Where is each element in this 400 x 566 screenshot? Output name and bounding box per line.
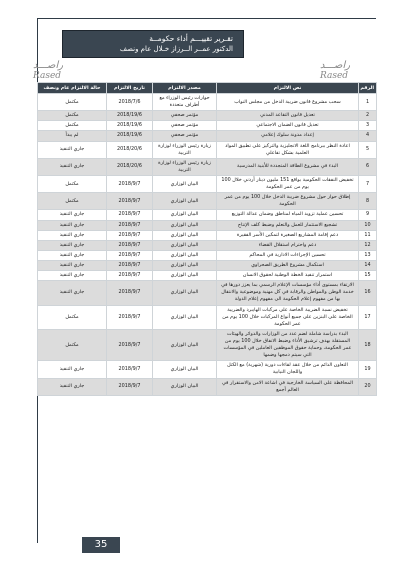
- cell-date: 2018/9/7: [107, 329, 153, 360]
- table-header-row: [38, 83, 377, 94]
- cell-source: حوارات رئيس الوزراء مع أطراف متعددة: [153, 94, 217, 111]
- cell-number: 3: [359, 121, 377, 131]
- table-row: [38, 271, 377, 281]
- table-row: [38, 281, 377, 305]
- cell-commitment-text: المحافظة على السياسة الخارجية في اشاعة الامن والاستقرار في العالم أجمع: [217, 378, 359, 395]
- cell-commitment-text: استمرار تنفيذ الخطة الوطنية لحقوق الانسان: [217, 271, 359, 281]
- table-row: [38, 329, 377, 360]
- cell-source: مؤتمر صحفي: [153, 111, 217, 121]
- cell-date: 2018/9/7: [107, 230, 153, 240]
- table-row: [38, 193, 377, 210]
- cell-source: البيان الوزاري: [153, 210, 217, 220]
- cell-status: جاري التنفيذ: [38, 141, 107, 158]
- cell-commitment-text: استكمال مشروع الطريق الصحراوي: [217, 260, 359, 270]
- cell-date: 2018/19/6: [107, 111, 153, 121]
- cell-date: 2018/19/6: [107, 131, 153, 141]
- cell-number: 5: [359, 141, 377, 158]
- cell-source: البيان الوزاري: [153, 329, 217, 360]
- cell-commitment-text: تخفيض النفقات الحكومية بواقع 151 مليون دينار أردني خلال 100 يوم من عمر الحكومة: [217, 175, 359, 192]
- cell-date: 2018/9/7: [107, 281, 153, 305]
- rased-logo-right: [320, 60, 350, 81]
- cell-status: جاري التنفيذ: [38, 271, 107, 281]
- cell-commitment-text: تعديل قانون التقاعد المدني: [217, 111, 359, 121]
- cell-status: مكتمل: [38, 329, 107, 360]
- cell-status: مكتمل: [38, 111, 107, 121]
- cell-commitment-text: التعاون الدائم من خلال عقد لقاءات دورية (شهرية) مع الكتل واللجان النيابية: [217, 361, 359, 378]
- cell-source: البيان الوزاري: [153, 305, 217, 329]
- table-row: [38, 260, 377, 270]
- logo-english: Rased: [320, 71, 349, 81]
- cell-commitment-text: تشجيع الاستثمار للعمل والتعلم وضبط كلف الإنتاج: [217, 220, 359, 230]
- col-header-date: تاريخ الالتزام: [107, 83, 153, 94]
- logo-arabic: راصـــد: [320, 60, 351, 71]
- cell-status: مكتمل: [38, 121, 107, 131]
- report-subtitle: الدكتور عمــر الــرزاز خـلال عام ونصف: [119, 45, 233, 53]
- report-title: تقـرير تقييـــم أداء حكومــة: [149, 34, 233, 43]
- cell-status: جاري التنفيذ: [38, 210, 107, 220]
- cell-source: البيان الوزاري: [153, 175, 217, 192]
- cell-status: مكتمل: [38, 175, 107, 192]
- cell-status: مكتمل: [38, 305, 107, 329]
- cell-commitment-text: اعادة النظر ببرنامج اللغة الانجليزية والتركيز على تطبيق المواد العلمية بشكل تفاعلي: [217, 141, 359, 158]
- cell-commitment-text: إطلاق حوار حول مشروع ضريبة الدخل خلال 100 يوم من عمر الحكومة: [217, 193, 359, 210]
- cell-date: 2018/9/7: [107, 175, 153, 192]
- cell-source: البيان الوزاري: [153, 260, 217, 270]
- col-header-number: الرقم: [359, 83, 377, 94]
- cell-number: 16: [359, 281, 377, 305]
- col-header-status: حالة الالتزام عام ونصف: [38, 83, 107, 94]
- cell-date: 2018/9/7: [107, 250, 153, 260]
- cell-date: 2018/7/6: [107, 94, 153, 111]
- cell-status: جاري التنفيذ: [38, 230, 107, 240]
- cell-number: 10: [359, 220, 377, 230]
- cell-number: 9: [359, 210, 377, 220]
- cell-date: 2018/9/7: [107, 193, 153, 210]
- cell-source: البيان الوزاري: [153, 250, 217, 260]
- cell-commitment-text: تعديل قانون الضمان الاجتماعي: [217, 121, 359, 131]
- cell-commitment-text: دعم واحترام استقلال القضاء: [217, 240, 359, 250]
- cell-commitment-text: تحسين عملية تزويد المياه لمناطق وضمان عدالة التوزيع: [217, 210, 359, 220]
- table-row: [38, 220, 377, 230]
- cell-source: البيان الوزاري: [153, 240, 217, 250]
- cell-commitment-text: دعم إقامة المشاريع الصغيرة لتمكين الأسر الفقيرة: [217, 230, 359, 240]
- cell-number: 8: [359, 193, 377, 210]
- table-row: [38, 210, 377, 220]
- report-title-banner: [62, 30, 244, 58]
- cell-source: البيان الوزاري: [153, 220, 217, 230]
- table-row: [38, 121, 377, 131]
- cell-source: مؤتمر صحفي: [153, 131, 217, 141]
- table-row: [38, 158, 377, 175]
- cell-commitment-text: سحب مشروع قانون ضريبة الدخل من مجلس النواب: [217, 94, 359, 111]
- cell-date: 2018/9/7: [107, 305, 153, 329]
- cell-date: 2018/20/6: [107, 141, 153, 158]
- cell-number: 2: [359, 111, 377, 121]
- cell-source: البيان الوزاري: [153, 361, 217, 378]
- cell-status: جاري التنفيذ: [38, 250, 107, 260]
- table-row: [38, 94, 377, 111]
- page-number: 35: [82, 537, 120, 553]
- cell-commitment-text: تحسين الإجراءات الادارية في المحاكم: [217, 250, 359, 260]
- cell-status: جاري التنفيذ: [38, 240, 107, 250]
- logo-arabic: راصـــد: [33, 60, 64, 71]
- cell-commitment-text: إعداد مدونة سلوك إعلامي: [217, 131, 359, 141]
- cell-number: 11: [359, 230, 377, 240]
- cell-number: 13: [359, 250, 377, 260]
- cell-source: البيان الوزاري: [153, 271, 217, 281]
- table-row: [38, 250, 377, 260]
- cell-source: زيارة رئيس الوزراء لوزارة التربية: [153, 141, 217, 158]
- cell-number: 7: [359, 175, 377, 192]
- cell-number: 6: [359, 158, 377, 175]
- table-row: [38, 141, 377, 158]
- cell-status: لم يبدأ: [38, 131, 107, 141]
- table-row: [38, 305, 377, 329]
- cell-number: 18: [359, 329, 377, 360]
- table-row: [38, 230, 377, 240]
- cell-status: جاري التنفيذ: [38, 378, 107, 395]
- table-body: [38, 94, 377, 396]
- table-row: [38, 378, 377, 395]
- cell-commitment-text: البدء في مشروع الطاقة المتجددة للأبنية المدرسية: [217, 158, 359, 175]
- cell-date: 2018/9/7: [107, 378, 153, 395]
- cell-date: 2018/9/7: [107, 210, 153, 220]
- cell-source: البيان الوزاري: [153, 193, 217, 210]
- table-row: [38, 361, 377, 378]
- cell-source: البيان الوزاري: [153, 281, 217, 305]
- cell-number: 20: [359, 378, 377, 395]
- cell-number: 4: [359, 131, 377, 141]
- cell-commitment-text: تخفيض نسبة الضريبة الخاصة على مركبات الهايبرد والضريبة الخاصة على البنزين على جميع أنواع المركبات خلال 100 يوم من عمر الحكومة: [217, 305, 359, 329]
- table-row: [38, 175, 377, 192]
- cell-source: مؤتمر صحفي: [153, 121, 217, 131]
- cell-status: جاري التنفيذ: [38, 260, 107, 270]
- cell-number: 19: [359, 361, 377, 378]
- cell-number: 1: [359, 94, 377, 111]
- col-header-source: مصدر الالتزام: [153, 83, 217, 94]
- cell-source: البيان الوزاري: [153, 378, 217, 395]
- logo-english: Rased: [33, 71, 62, 81]
- cell-date: 2018/9/7: [107, 361, 153, 378]
- rased-logo-left: [33, 60, 63, 81]
- cell-number: 17: [359, 305, 377, 329]
- cell-status: جاري التنفيذ: [38, 281, 107, 305]
- table-row: [38, 240, 377, 250]
- cell-status: جاري التنفيذ: [38, 361, 107, 378]
- cell-date: 2018/9/7: [107, 240, 153, 250]
- cell-date: 2018/9/7: [107, 260, 153, 270]
- col-header-text: نص الالتزام: [217, 83, 359, 94]
- cell-commitment-text: البدء بدراسة شاملة لضم عدد من الوزارات والدوائر والهيئات المستقلة بهدف ترشيق الأداء وضبط الانفاق خلال 100 يوم من عمر الحكومة، وحماية حقوق الموظفين العاملين في المؤسسات التي سيتم دمجها وضمها: [217, 329, 359, 360]
- cell-number: 14: [359, 260, 377, 270]
- cell-date: 2018/9/7: [107, 220, 153, 230]
- cell-date: 2018/19/6: [107, 121, 153, 131]
- commitments-table: [37, 82, 377, 396]
- cell-number: 15: [359, 271, 377, 281]
- cell-commitment-text: الارتقاء بمستوى أداء مؤسسات الإعلام الرسمي بما يعزز دورها في خدمة الوطن والمواطن والرقابة في كل مهنية وموضوعية والانتقال بها من مفهوم إعلام الحكومة الى مفهوم إعلام الدولة: [217, 281, 359, 305]
- cell-source: زيارة رئيس الوزراء لوزارة التربية: [153, 158, 217, 175]
- table-row: [38, 131, 377, 141]
- cell-status: مكتمل: [38, 94, 107, 111]
- cell-status: جاري التنفيذ: [38, 220, 107, 230]
- cell-status: مكتمل: [38, 193, 107, 210]
- cell-date: 2018/9/7: [107, 271, 153, 281]
- cell-status: جاري التنفيذ: [38, 158, 107, 175]
- cell-number: 12: [359, 240, 377, 250]
- cell-date: 2018/20/6: [107, 158, 153, 175]
- table-row: [38, 111, 377, 121]
- cell-source: البيان الوزاري: [153, 230, 217, 240]
